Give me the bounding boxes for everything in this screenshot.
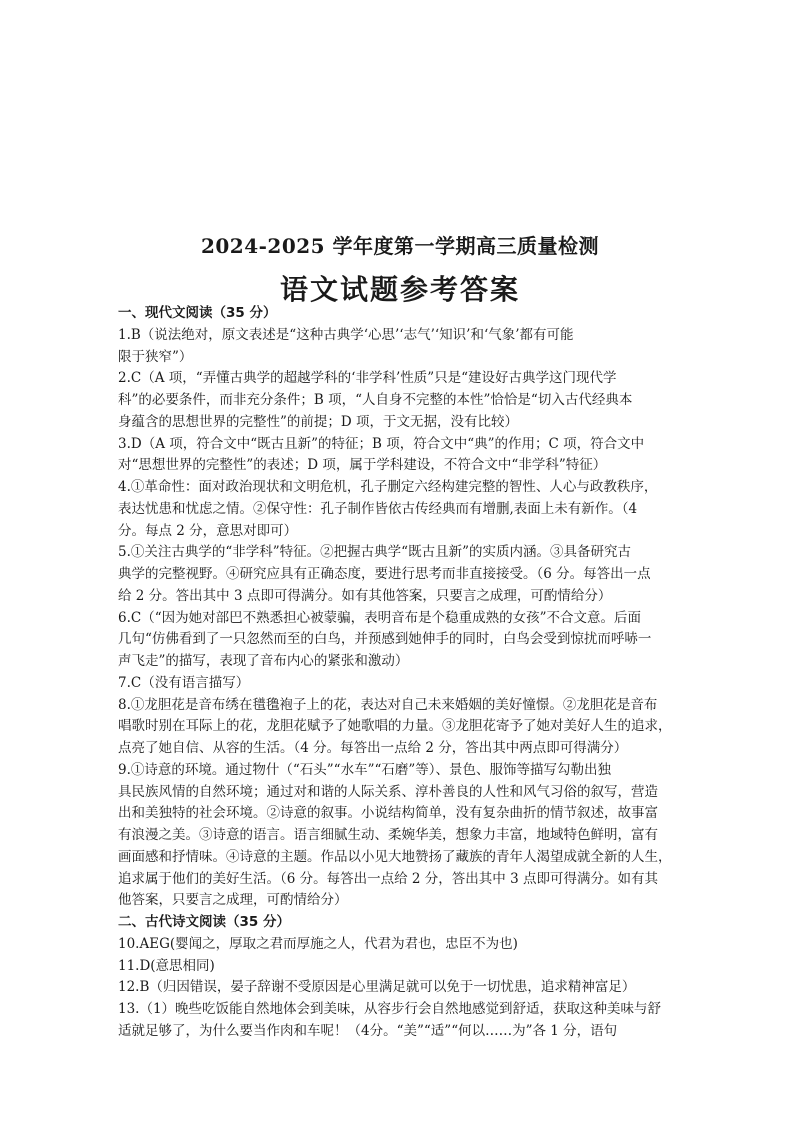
answer-content	[118, 303, 682, 1043]
answer-line: 3.D（A 项，符合文中“既古且新”的特征；B 项，符合文中“典”的作用；C 项，符合文中	[118, 435, 645, 452]
answer-line: 10.AEG(婴闻之，厚取之君而厚施之人，代君为君也，忠臣不为也)	[118, 935, 518, 952]
answer-line: 给 2 分。答出其中 3 点即可得满分。如有其他答案，只要言之成理，可酌情给分）	[118, 587, 612, 604]
answer-line: 具民族风情的自然环境；通过对和谐的人际关系、淳朴善良的人性和风气习俗的叙写，营造	[118, 783, 658, 800]
answer-line: 1.B（说法绝对，原文表述是“这种古典学‘心思’‘志气’‘知识’和‘气象’都有可能	[118, 326, 574, 343]
answer-line: 科”的必要条件，而非充分条件；B 项，“人自身不完整的本性”恰恰是“切入古代经典本	[118, 392, 633, 408]
answer-line: 7.C（没有语言描写）	[118, 674, 250, 691]
answer-line: 分。每点 2 分，意思对即可）	[118, 522, 298, 539]
answer-line: 6.C（“因为她对部巴不熟悉担心被蒙骗，表明音布是个稳重成熟的女孩”不合文意。后面	[118, 609, 642, 626]
answer-line: 对“思想世界的完整性”的表述；D 项，属于学科建设，不符合文中“非学科”特征）	[118, 457, 607, 474]
answer-line: 身蕴含的思想世界的完整性”的前提；D 项，于文无据，没有比较）	[118, 413, 519, 430]
answer-line: 5.①关注古典学的“非学科”特征。②把握古典学“既古且新”的实质内涵。③具备研究古	[118, 544, 631, 561]
answer-line: 12.B（归因错误，晏子辞谢不受原因是心里满足就可以免于一切忧患，追求精神富足）	[118, 979, 636, 996]
answer-line: 适就足够了，为什么要当作肉和车呢！（4分。“美”“适”“何以……为”各 1 分，语句	[118, 1022, 618, 1039]
answer-line: 唱歌时别在耳际上的花，龙胆花赋予了她歌唱的力量。③龙胆花寄予了她对美好人生的追求，	[118, 718, 672, 735]
answer-line: 8.①龙胆花是音布绣在氆氇袍子上的花，表达对自己未来婚姻的美好憧憬。②龙胆花是音布	[118, 696, 658, 713]
answer-line: 典学的完整视野。④研究应具有正确态度，要进行思考而非直接接受。（6 分。每答出一点	[118, 566, 651, 582]
answer-line: 表达忧患和忧虑之情。②保守性：孔子制作皆依古传经典而有增删,表面上未有新作。（4	[118, 500, 638, 517]
answer-line: 4.①革命性：面对政治现状和文明危机，孔子删定六经构建完整的智性、人心与政教秩序，	[118, 479, 658, 495]
answer-line: 声飞走”的描写，表现了音布内心的紧张和激动）	[118, 653, 409, 669]
answer-line: 限于狭窄”）	[118, 348, 193, 365]
answer-line: 13.（1）晚些吃饭能自然地体会到美味，从容步行会自然地感觉到舒适，获取这种美味与舒	[118, 1001, 662, 1017]
answer-line: 点亮了她自信、从容的生活。（4 分。每答出一点给 2 分，答出其中两点即可得满分）	[118, 740, 628, 756]
answer-line: 11.D(意思相同)	[118, 957, 215, 974]
section-heading: 一、现代文阅读（35 分）	[118, 305, 277, 321]
answer-line: 画面感和抒情味。④诗意的主题。作品以小见大地赞扬了藏族的青年人渴望成就全新的人生，	[118, 848, 672, 865]
answer-line: 2.C（A 项，“弄懂古典学的超越学科的‘非学科’性质”只是“建设好古典学这门现代学	[118, 370, 617, 387]
answer-line: 9.①诗意的环境。通过物什（“石头”“水车”“石磨”等）、景色、服饰等描写勾勒出独	[118, 761, 612, 778]
answer-key-title: 语文试题参考答案	[279, 273, 520, 306]
answer-line: 有浪漫之美。③诗意的语言。语言细腻生动、柔婉华美，想象力丰富，地域特色鲜明，富有	[118, 827, 658, 843]
answer-line: 追求属于他们的美好生活。（6 分。每答出一点给 2 分，答出其中 3 点即可得满分。如有其	[118, 870, 658, 887]
answer-line: 出和美独特的社会环境。②诗意的叙事。小说结构简单，没有复杂曲折的情节叙述，故事富	[118, 805, 658, 822]
answer-line: 几句“仿佛看到了一只忽然而至的白鸟，并预感到她伸手的同时，白鸟会受到惊扰而呼哧一	[118, 631, 652, 648]
exam-title: 2024-2025 学年度第一学期高三质量检测	[200, 234, 600, 258]
section-heading: 二、古代诗文阅读（35 分）	[118, 914, 290, 930]
answer-line: 他答案，只要言之成理，可酌情给分）	[118, 892, 348, 909]
